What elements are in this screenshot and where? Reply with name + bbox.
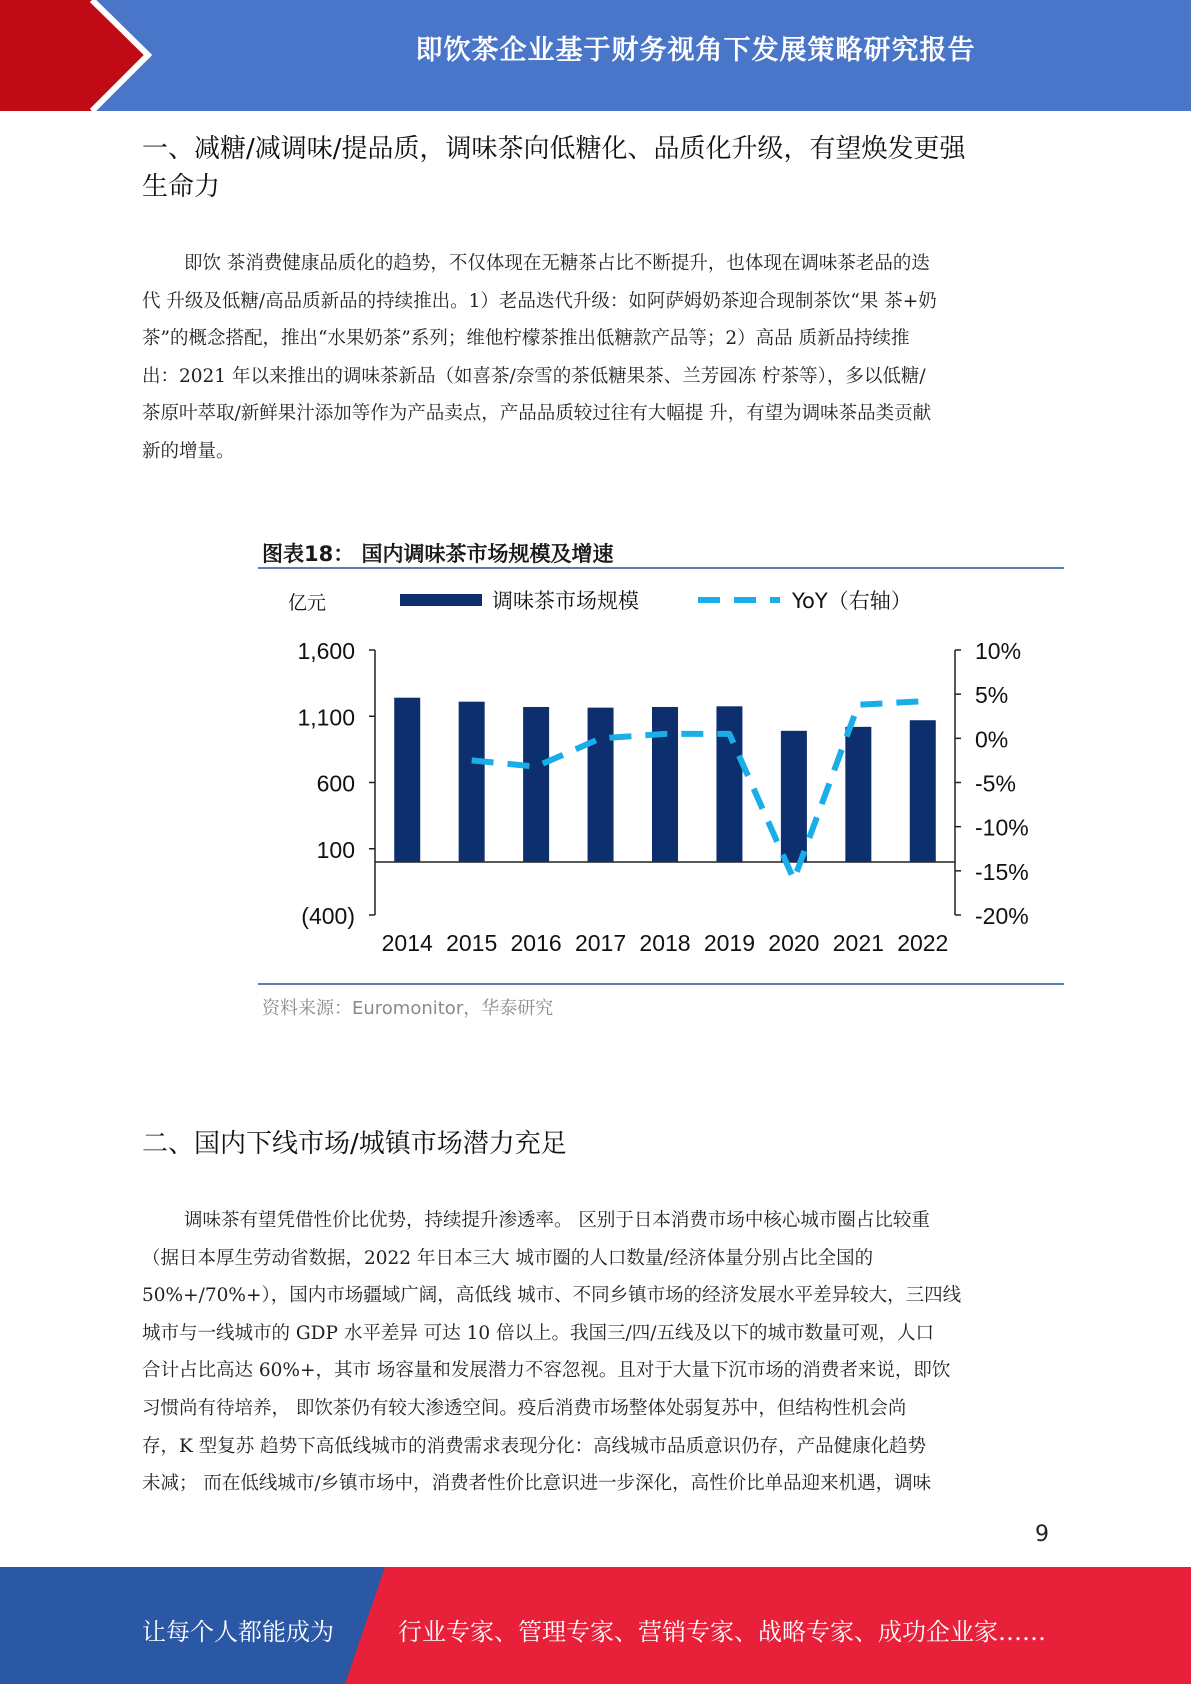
y-tick-label: 1,600 xyxy=(297,638,355,664)
para-line: 出：2021 年以来推出的调味茶新品（如喜茶/奈雪的茶低糖果茶、兰芳园冻 柠茶等），多以低糖/ xyxy=(142,365,926,387)
y-tick-label: 100 xyxy=(316,836,355,863)
legend-label-line: YoY（右轴） xyxy=(792,589,912,613)
bar xyxy=(910,720,936,862)
footer-slogan-right: 行业专家、管理专家、营销专家、战略专家、成功企业家…… xyxy=(398,1618,1046,1646)
x-tick-label: 2015 xyxy=(446,930,498,956)
market-size-chart xyxy=(258,575,1064,980)
para-line: 未减； 而在低线城市/乡镇市场中，消费者性价比意识进一步深化，高性价比单品迎来机遇，调味 xyxy=(142,1473,932,1495)
x-tick-label: 2022 xyxy=(897,930,949,956)
para-line: 茶原叶萃取/新鲜果汁添加等作为产品卖点，产品品质较过往有大幅提 升，有望为调味茶品类贡献 xyxy=(142,403,932,425)
y-tick-label: 1,100 xyxy=(297,704,355,731)
para-line: 50%+/70%+），国内市场疆域广阔，高低线 城市、不同乡镇市场的经济发展水平差异较大，三四线 xyxy=(142,1285,962,1307)
y2-tick-label: -20% xyxy=(975,903,1029,929)
para-line: 新的增量。 xyxy=(142,440,235,462)
x-tick-label: 2016 xyxy=(510,930,562,956)
y2-tick-label: -15% xyxy=(975,858,1029,885)
y-tick-label: 600 xyxy=(316,770,355,797)
para-line: 存，K 型复苏 趋势下高低线城市的消费需求表现分化：高线城市品质意识仍存，产品健康化趋势 xyxy=(142,1435,927,1457)
para-line: 即饮 茶消费健康品质化的趋势，不仅体现在无糖茶占比不断提升，也体现在调味茶老品的迭 xyxy=(184,253,930,274)
chart-source: 资料来源：Euromonitor，华泰研究 xyxy=(262,998,554,1019)
report-title: 即饮茶企业基于财务视角下发展策略研究报告 xyxy=(415,35,976,66)
legend-swatch-bar xyxy=(400,594,482,606)
x-tick-label: 2014 xyxy=(381,930,433,956)
x-tick-label: 2017 xyxy=(574,930,627,956)
para-line: 代 升级及低糖/高品质新品的持续推出。1）老品迭代升级：如阿萨姆奶茶迎合现制茶饮“果 茶+奶 xyxy=(142,290,937,312)
x-tick-label: 2020 xyxy=(768,930,820,956)
x-tick-label: 2021 xyxy=(832,930,884,956)
section-heading xyxy=(142,130,1062,206)
chart-top-rule xyxy=(258,567,1064,569)
chart-title: 图表18： 国内调味茶市场规模及增速 xyxy=(262,542,614,566)
bar xyxy=(394,698,420,862)
footer-slogan-left: 让每个人都能成为 xyxy=(142,1618,334,1646)
section1-paragraph xyxy=(142,245,1048,471)
bar xyxy=(588,708,614,862)
para-line: 茶”的概念搭配，推出“水果奶茶”系列；维他柠檬茶推出低糖款产品等；2）高品 质新品持续推 xyxy=(142,328,910,350)
section2-paragraph xyxy=(142,1202,1048,1503)
chart-bottom-rule xyxy=(258,983,1064,985)
bar xyxy=(523,707,549,862)
section-heading: 二、国内下线市场/城镇市场潜力充足 xyxy=(142,1129,567,1159)
section-heading-line: 生命力 xyxy=(142,172,221,202)
para-line: 合计占比高达 60%+，其市 场容量和发展潜力不容忽视。且对于大量下沉市场的消费者来说，即饮 xyxy=(142,1360,951,1382)
y2-tick-label: -5% xyxy=(975,770,1016,797)
y2-tick-label: 5% xyxy=(975,682,1009,709)
x-tick-label: 2018 xyxy=(639,930,691,956)
bar xyxy=(781,731,807,862)
x-tick-label: 2019 xyxy=(703,930,756,956)
bar xyxy=(845,727,871,862)
bar xyxy=(652,707,678,862)
y-tick-label: (400) xyxy=(301,903,355,929)
para-line: 城市与一线城市的 GDP 水平差异 可达 10 倍以上。我国三/四/五线及以下的城市数量可观，人口 xyxy=(142,1322,934,1344)
section-heading-line: 一、减糖/减调味/提品质，调味茶向低糖化、品质化升级，有望焕发更强 xyxy=(142,134,966,164)
y2-tick-label: -10% xyxy=(975,814,1029,841)
para-line: 调味茶有望凭借性价比优势，持续提升渗透率。 区别于日本消费市场中核心城市圈占比较重 xyxy=(184,1210,930,1231)
para-line: 习惯尚有待培养， 即饮茶仍有较大渗透空间。疫后消费市场整体处弱复苏中，但结构性机会尚 xyxy=(142,1397,907,1419)
bar xyxy=(716,706,742,862)
y-axis-label: 亿元 xyxy=(288,592,327,614)
legend-label-bar: 调味茶市场规模 xyxy=(492,589,639,613)
y2-tick-label: 0% xyxy=(975,726,1009,753)
bar xyxy=(459,702,485,862)
page-number: 9 xyxy=(1035,1522,1049,1547)
y2-tick-label: 10% xyxy=(975,638,1022,664)
para-line: （据日本厚生劳动省数据，2022 年日本三大 城市圈的人口数量/经济体量分别占比全国的 xyxy=(142,1247,874,1269)
